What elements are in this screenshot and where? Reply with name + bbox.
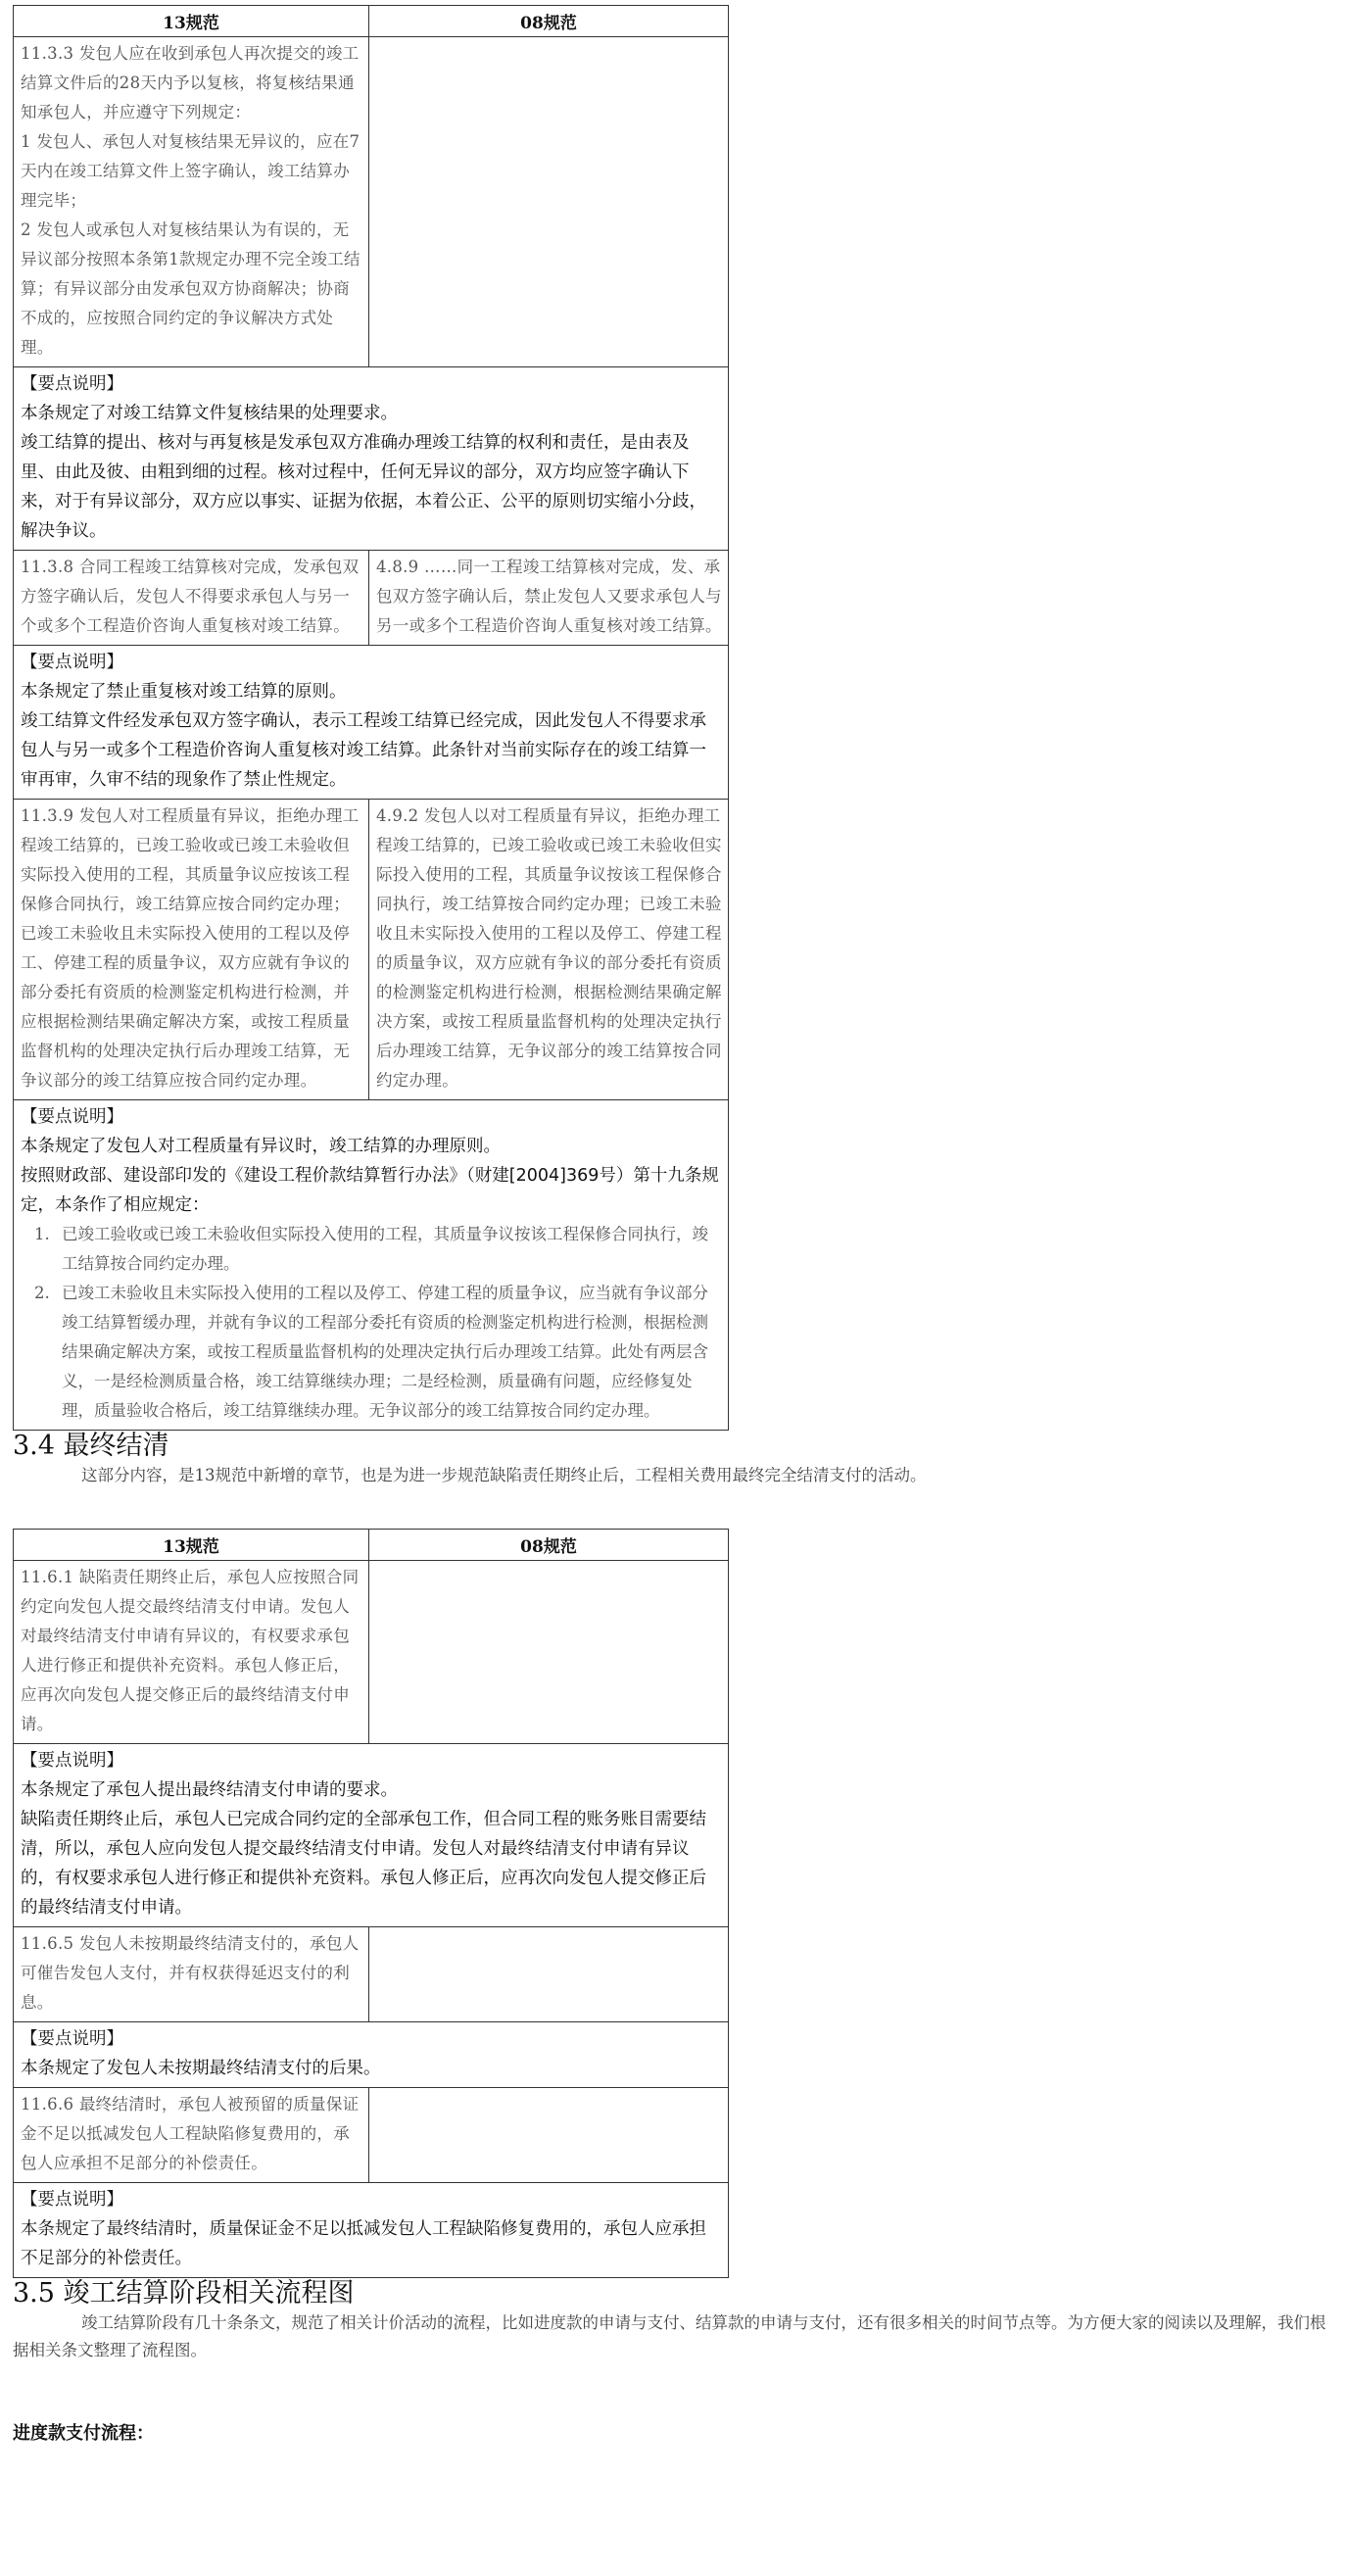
note-row: [14, 2022, 729, 2088]
key-points-text: 缺陷责任期终止后，承包人已完成合同约定的全部承包工作，但合同工程的账务账目需要结清，所以，承包人应向发包人提交最终结清支付申请。发包人对最终结清支付申请有异议的，有权要求承包人进行修正和提供补充资料。承包人修正后，应再次向发包人提交修正后的最终结清支付申请。: [21, 1810, 706, 1918]
clause-text: 1 发包人、承包人对复核结果无异议的，应在7天内在竣工结算文件上签字确认，竣工结算办理完毕；: [21, 132, 360, 210]
key-points-text: 本条规定了禁止重复核对竣工结算的原则。: [21, 682, 347, 702]
clause-text: 11.3.8 合同工程竣工结算核对完成，发承包双方签字确认后，发包人不得要求承包人与另一个或多个工程造价咨询人重复核对竣工结算。: [21, 558, 360, 635]
clause-text: 11.6.1 缺陷责任期终止后，承包人应按照合同约定向发包人提交最终结清支付申请。发包人对最终结清支付申请有异议的，有权要求承包人进行修正和提供补充资料。承包人修正后，应再次向发包人提交修正后的最终结清支付申请。: [21, 1568, 360, 1733]
numbered-list-item: [21, 1279, 722, 1426]
key-points-text: 本条规定了发包人对工程质量有异议时，竣工结算的办理原则。: [21, 1137, 501, 1156]
key-points-text: 本条规定了发包人未按期最终结清支付的后果。: [21, 2059, 381, 2078]
flowchart-heading: 进度款支付流程：: [13, 2423, 154, 2444]
table-row: [14, 800, 729, 1100]
list-number: 1.: [34, 1225, 50, 1243]
key-points-heading: 【要点说明】: [21, 2190, 123, 2210]
clause-text: 11.6.5 发包人未按期最终结清支付的，承包人可催告发包人支付，并有权获得延迟支付的利息。: [21, 1934, 360, 2012]
section-intro-3-5: 竣工结算阶段有几十条条文，规范了相关计价活动的流程，比如进度款的申请与支付、结算款的申请与支付，还有很多相关的时间节点等。为方便大家的阅读以及理解，我们根据相关条文整理了流程图。: [13, 2313, 1326, 2359]
key-points-text: 本条规定了最终结清时，质量保证金不足以抵减发包人工程缺陷修复费用的，承包人应承担不足部分的补偿责任。: [21, 2219, 706, 2268]
key-points-heading: 【要点说明】: [21, 2029, 123, 2049]
spacer: [13, 2364, 1335, 2419]
table-row: [14, 37, 729, 367]
clause-08-cell: [369, 551, 729, 646]
clause-13-cell: [14, 1927, 369, 2022]
document-page: [13, 5, 1335, 2445]
key-points-text: 本条规定了对竣工结算文件复核结果的处理要求。: [21, 404, 398, 423]
column-header-13: 13规范: [14, 6, 369, 37]
clause-text: 11.6.6 最终结清时，承包人被预留的质量保证金不足以抵减发包人工程缺陷修复费用的，承包人应承担不足部分的补偿责任。: [21, 2095, 360, 2172]
note-row: [14, 646, 729, 800]
table-row: [14, 551, 729, 646]
comparison-table-1: [13, 5, 729, 1431]
column-header-08: 08规范: [369, 6, 729, 37]
section-title-3-4: 3.4 最终结清: [13, 1431, 169, 1461]
key-points-heading: 【要点说明】: [21, 653, 123, 672]
clause-13-cell: [14, 800, 369, 1100]
key-points-text: 按照财政部、建设部印发的《建设工程价款结算暂行办法》（财建[2004]369号）第十九条规定，本条作了相应规定：: [21, 1166, 719, 1215]
table-row: [14, 1561, 729, 1744]
key-points-cell: [14, 1744, 729, 1927]
section-title-3-5: 3.5 竣工结算阶段相关流程图: [13, 2278, 355, 2309]
clause-13-cell: [14, 551, 369, 646]
comparison-table-2: [13, 1529, 729, 2278]
column-header-08: 08规范: [369, 1530, 729, 1561]
clause-08-cell: [369, 37, 729, 367]
table-header-row: [14, 1530, 729, 1561]
clause-08-cell: [369, 2088, 729, 2183]
clause-text: 4.8.9 ……同一工程竣工结算核对完成，发、承包双方签字确认后，禁止发包人又要求承包人与另一或多个工程造价咨询人重复核对竣工结算。: [376, 558, 722, 635]
table-row: [14, 2088, 729, 2183]
clause-text: 4.9.2 发包人以对工程质量有异议，拒绝办理工程竣工结算的，已竣工验收或已竣工未验收但实际投入使用的工程，其质量争议按该工程保修合同执行，竣工结算按合同约定办理；已竣工未验收且未实际投入使用的工程以及停工、停建工程的质量争议，双方应就有争议的部分委托有资质的检测鉴定机构进行检测，根据检测结果确定解决方案，或按工程质量监督机构的处理决定执行后办理竣工结算，无争议部分的竣工结算按合同约定办理。: [376, 806, 722, 1090]
clause-text: 2 发包人或承包人对复核结果认为有误的，无异议部分按照本条第1款规定办理不完全竣工结算；有异议部分由发承包双方协商解决；协商不成的，应按照合同约定的争议解决方式处理。: [21, 220, 360, 357]
note-row: [14, 2183, 729, 2278]
numbered-list-item: [21, 1220, 722, 1279]
key-points-cell: [14, 1100, 729, 1431]
note-row: [14, 1744, 729, 1927]
clause-08-cell: [369, 1927, 729, 2022]
table-header-row: [14, 6, 729, 37]
column-header-13: 13规范: [14, 1530, 369, 1561]
clause-13-cell: [14, 37, 369, 367]
clause-13-cell: [14, 2088, 369, 2183]
list-text: 已竣工未验收且未实际投入使用的工程以及停工、停建工程的质量争议，应当就有争议部分竣工结算暂缓办理，并就有争议的工程部分委托有资质的检测鉴定机构进行检测，根据检测结果确定解决方案，或按工程质量监督机构的处理决定执行后办理竣工结算。此处有两层含义，一是经检测质量合格，竣工结算继续办理；二是经检测，质量确有问题，应经修复处理，质量验收合格后，竣工结算继续办理。无争议部分的竣工结算按合同约定办理。: [62, 1284, 708, 1420]
list-number: 2.: [34, 1284, 50, 1302]
clause-text: 11.3.9 发包人对工程质量有异议，拒绝办理工程竣工结算的，已竣工验收或已竣工未验收但实际投入使用的工程，其质量争议应按该工程保修合同执行，竣工结算应按合同约定办理；已竣工未验收且未实际投入使用的工程以及停工、停建工程的质量争议，双方应就有争议的部分委托有资质的检测鉴定机构进行检测，并应根据检测结果确定解决方案，或按工程质量监督机构的处理决定执行后办理竣工结算，无争议部分的竣工结算应按合同约定办理。: [21, 806, 360, 1090]
spacer: [13, 1489, 1335, 1529]
clause-08-cell: [369, 800, 729, 1100]
key-points-cell: [14, 2022, 729, 2088]
key-points-heading: 【要点说明】: [21, 1751, 123, 1771]
key-points-text: 竣工结算的提出、核对与再复核是发承包双方准确办理竣工结算的权利和责任，是由表及里、由此及彼、由粗到细的过程。核对过程中，任何无异议的部分，双方均应签字确认下来，对于有异议部分，双方应以事实、证据为依据，本着公正、公平的原则切实缩小分歧，解决争议。: [21, 433, 706, 541]
list-text: 已竣工验收或已竣工未验收但实际投入使用的工程，其质量争议按该工程保修合同执行，竣工结算按合同约定办理。: [62, 1225, 708, 1273]
key-points-text: 竣工结算文件经发承包双方签字确认，表示工程竣工结算已经完成，因此发包人不得要求承包人与另一或多个工程造价咨询人重复核对竣工结算。此条针对当前实际存在的竣工结算一审再审，久审不结的现象作了禁止性规定。: [21, 711, 706, 790]
note-row: [14, 1100, 729, 1431]
table-row: [14, 1927, 729, 2022]
key-points-heading: 【要点说明】: [21, 1107, 123, 1127]
key-points-text: 本条规定了承包人提出最终结清支付申请的要求。: [21, 1780, 398, 1800]
section-intro-3-4: 这部分内容，是13规范中新增的章节，也是为进一步规范缺陷责任期终止后，工程相关费用最终完全结清支付的活动。: [81, 1466, 927, 1484]
key-points-heading: 【要点说明】: [21, 374, 123, 394]
clause-13-cell: [14, 1561, 369, 1744]
key-points-cell: [14, 2183, 729, 2278]
key-points-cell: [14, 646, 729, 800]
note-row: [14, 367, 729, 551]
clause-text: 11.3.3 发包人应在收到承包人再次提交的竣工结算文件后的28天内予以复核，将复核结果通知承包人，并应遵守下列规定：: [21, 44, 360, 122]
key-points-cell: [14, 367, 729, 551]
clause-08-cell: [369, 1561, 729, 1744]
